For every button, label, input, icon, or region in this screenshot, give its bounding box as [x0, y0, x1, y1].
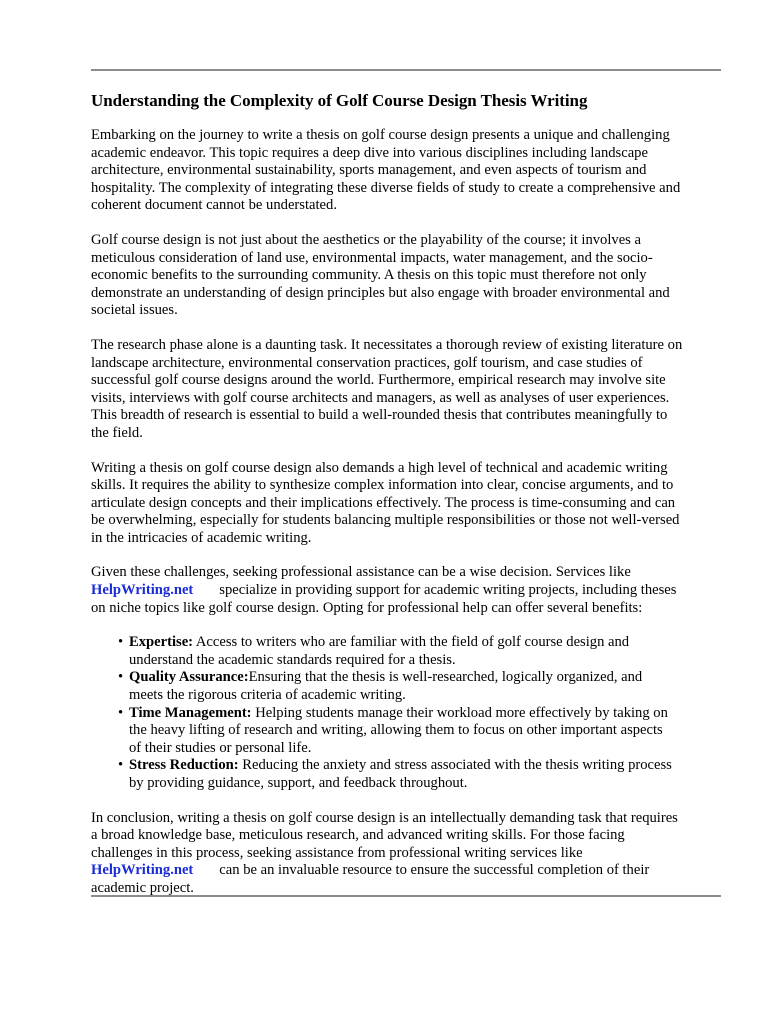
page-title: Understanding the Complexity of Golf Course Design Thesis Writing — [91, 91, 588, 110]
conclusion-text-before: In conclusion, writing a thesis on golf course design is an intellectually demanding task that requires a broad knowledge base, meticulous research, and advanced writing skills. For those facing challenges in this process, seeking assistance from professional writing services like — [91, 809, 678, 861]
helpwriting-link[interactable]: HelpWriting.net — [91, 862, 194, 879]
top-divider — [91, 69, 721, 71]
paragraph-research: The research phase alone is a daunting task. It necessitates a thorough review of existing literature on landscape architecture, environmental conservation practices, golf tourism, and case studies of successful golf course designs around the world. Furthermore, empirical research may involve site visits, interviews with golf course architects and managers, as well as analyses of user experiences. This breadth of research is essential to build a well-rounded thesis that contributes meaningfully to the field. — [91, 336, 683, 441]
bullet-icon: • — [118, 704, 124, 721]
paragraph-design-scope: Golf course design is not just about the aesthetics or the playability of the course; it involves a meticulous consideration of land use, environmental impacts, water management, and the socio- economic benefits to the surrounding community. A thesis on this topic must therefore not only demonstrate an understanding of design principles but also engage with broader environmental and societal issues. — [91, 231, 670, 319]
list-item — [91, 757, 721, 792]
benefit-text: Helping students manage their workload more effectively by taking on the heavy lifting of research and writing, allowing them to focus on other important aspects of their studies or personal life. — [129, 704, 668, 756]
list-item — [91, 705, 721, 758]
benefit-label: Stress Reduction: — [129, 757, 239, 774]
paragraph-conclusion — [91, 810, 721, 898]
benefit-label: Quality Assurance: — [129, 669, 249, 686]
list-item — [91, 634, 721, 669]
paragraph-writing-skills: Writing a thesis on golf course design also demands a high level of technical and academic writing skills. It requires the ability to synthesize complex information into clear, concise arguments, and to articulate design concepts and their implications effectively. The process is time-consuming and can be overwhelming, especially for students balancing multiple responsibilities or those not well-versed in the intricacies of academic writing. — [91, 459, 680, 546]
services-text-after: specialize in providing support for academic writing projects, including theses on niche topics like golf course design. Opting for professional help can offer several benefits: — [91, 582, 677, 616]
list-item — [91, 669, 721, 704]
bullet-icon: • — [118, 669, 124, 686]
benefit-label: Time Management: — [129, 704, 252, 721]
bottom-divider — [91, 895, 721, 897]
article — [91, 90, 721, 915]
benefit-text: Ensuring that the thesis is well-researched, logically organized, and meets the rigorous criteria of academic writing. — [129, 669, 643, 704]
bullet-icon: • — [118, 634, 124, 651]
benefit-label: Expertise: — [129, 634, 194, 651]
benefit-text: Reducing the anxiety and stress associated with the thesis writing process by providing guidance, support, and feedback throughout. — [129, 757, 672, 791]
bullet-icon: • — [118, 757, 124, 774]
conclusion-text-after: can be an invaluable resource to ensure the successful completion of their academic project. — [91, 862, 650, 896]
benefits-list — [91, 634, 721, 792]
paragraph-intro: Embarking on the journey to write a thesis on golf course design presents a unique and challenging academic endeavor. This topic requires a deep dive into various disciplines including landscape architecture, environmental sustainability, sports management, and even aspects of tourism and hospitality. The complexity of integrating these diverse fields of study to create a comprehensive and coherent document cannot be understated. — [91, 127, 681, 214]
services-text-before: Given these challenges, seeking professional assistance can be a wise decision. Services like — [91, 564, 631, 581]
benefit-text: Access to writers who are familiar with the field of golf course design and understand the academic standards required for a thesis. — [129, 634, 630, 668]
helpwriting-link[interactable]: HelpWriting.net — [91, 582, 194, 599]
paragraph-services — [91, 564, 721, 617]
